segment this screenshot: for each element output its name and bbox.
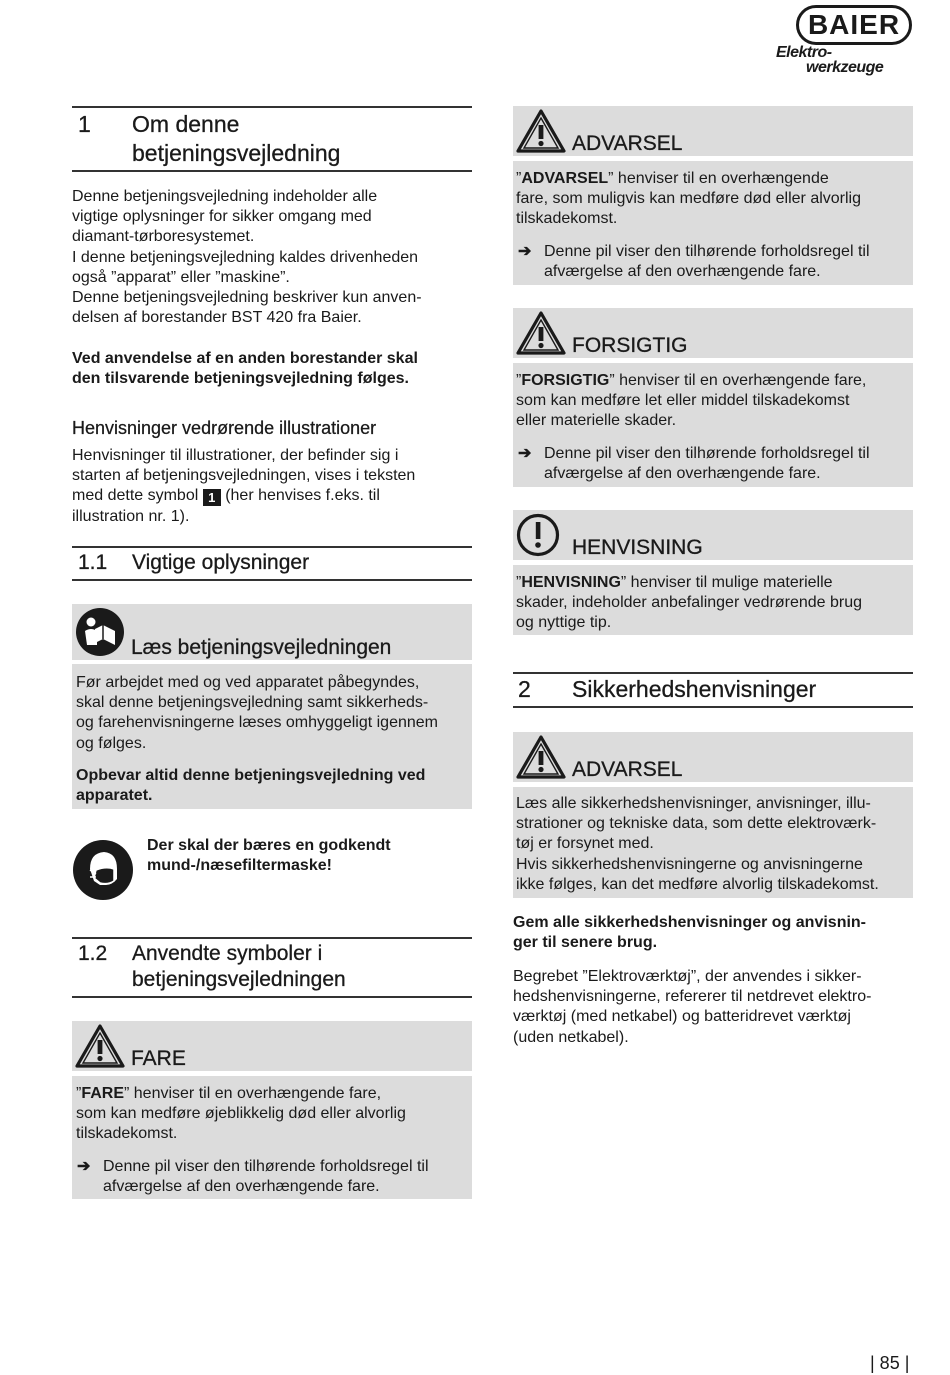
henvisning-text	[516, 573, 862, 634]
intro-line: Denne betjeningsvejledning indeholder alle	[72, 188, 378, 205]
illus-text: med dette symbol	[72, 487, 199, 505]
section-1-1-title: Vigtige oplysninger	[132, 551, 310, 574]
warning-triangle-icon	[516, 735, 566, 779]
mask-icon	[72, 839, 134, 901]
fare-text	[76, 1084, 406, 1145]
forsigtig-title: FORSIGTIG	[572, 334, 688, 357]
fare-line: som kan medføre øjeblikkelig død eller alvorlig	[76, 1105, 406, 1123]
quote: ”	[516, 170, 522, 187]
henvisning-line: skader, indeholder anbefalinger vedrørende brug	[516, 594, 863, 612]
gem-line: ger til senere brug.	[513, 934, 658, 952]
advarsel-text	[516, 169, 861, 230]
advarsel-keyword: ADVARSEL	[521, 170, 609, 187]
section-1-1-number: 1.1	[78, 551, 108, 574]
read-manual-text	[76, 673, 438, 754]
section-rule-top	[72, 546, 472, 548]
advarsel-2-line: ikke følges, kan det medføre alvorlig tilskadekomst.	[516, 875, 879, 893]
begreb-line: Begrebet ”Elektroværktøj”, der anvendes i sikker-	[513, 968, 862, 985]
henvisning-keyword: HENVISNING	[521, 574, 621, 591]
fare-text-part: ” henviser til en overhængende fare,	[124, 1085, 382, 1102]
forsigtig-action-line: afværgelse af den overhængende fare.	[544, 465, 821, 483]
henvisning-text-part: ” henviser til mulige materielle	[620, 574, 833, 591]
fare-action-line: afværgelse af den overhængende fare.	[103, 1178, 380, 1196]
advarsel-title: ADVARSEL	[572, 132, 683, 155]
illus-line	[72, 486, 415, 506]
forsigtig-action-line: Denne pil viser den tilhørende forholdsregel til	[544, 445, 870, 462]
advarsel-2-line: strationer og tekniske data, som dette elektroværk-	[516, 815, 877, 833]
advarsel-2-line: Hvis sikkerhedshenvisningerne og anvisningerne	[516, 855, 863, 873]
advarsel-line: tilskadekomst.	[516, 210, 618, 228]
fare-action	[103, 1157, 429, 1197]
begreb-line: værktøj (med netkabel) og batteridrevet værktøj	[513, 1008, 851, 1026]
warning-triangle-icon	[516, 109, 566, 153]
advarsel-line: fare, som muligvis kan medføre død eller alvorlig	[516, 190, 862, 208]
intro-line: I denne betjeningsvejledning kaldes drivenheden	[72, 248, 419, 266]
section-rule-bottom	[72, 996, 472, 998]
intro-line: også ”apparat” eller ”maskine”.	[72, 268, 290, 286]
section-rule-top	[72, 937, 472, 939]
illustrations-paragraph	[72, 446, 415, 527]
read-line: skal denne betjeningsvejledning samt sikkerheds-	[76, 694, 429, 712]
illustration-symbol: 1	[203, 489, 221, 506]
read-bold-line: apparatet.	[76, 787, 153, 805]
intro-line: diamant-tørboresystemet.	[72, 228, 255, 246]
section-1-2-number: 1.2	[78, 942, 108, 965]
intro-bold-line: den tilsvarende betjeningsvejledning følges.	[72, 370, 409, 388]
section-1-2-title-line1: Anvendte symboler i	[132, 942, 323, 965]
intro-bold-line: Ved anvendelse af en anden borestander skal	[72, 350, 418, 367]
section-rule-bottom	[72, 170, 472, 172]
intro-line: Denne betjeningsvejledning beskriver kun anven-	[72, 289, 422, 307]
logo-wordmark: BAIER	[796, 5, 912, 45]
illus-line: illustration nr. 1).	[72, 507, 190, 525]
quote: ”	[76, 1085, 82, 1102]
fare-action-line: Denne pil viser den tilhørende forholdsregel til	[103, 1158, 429, 1175]
arrow-right-icon: ➔	[518, 243, 532, 260]
forsigtig-line	[516, 371, 866, 391]
forsigtig-text	[516, 371, 866, 432]
section-1-title-line2: betjeningsvejledning	[132, 140, 341, 166]
quote: ”	[516, 574, 522, 591]
advarsel-action-line: Denne pil viser den tilhørende forholdsregel til	[544, 243, 870, 260]
notice-exclamation-icon	[516, 513, 560, 557]
fare-title: FARE	[131, 1047, 186, 1070]
mask-line: Der skal der bæres en godkendt	[147, 837, 391, 854]
illustrations-heading: Henvisninger vedrørende illustrationer	[72, 418, 377, 438]
advarsel-2-text	[516, 794, 879, 895]
advarsel-2-line: tøj er forsynet med.	[516, 835, 654, 853]
fare-line	[76, 1084, 406, 1104]
section-1-number: 1	[78, 111, 91, 137]
quote: ”	[516, 372, 522, 389]
begreb-line: (uden netkabel).	[513, 1028, 629, 1046]
intro-line: vigtige oplysninger for sikker omgang med	[72, 208, 372, 226]
section-2-title: Sikkerhedshenvisninger	[572, 676, 817, 702]
read-manual-title: Læs betjeningsvejledningen	[131, 636, 392, 659]
logo-subline-2: werkzeuge	[806, 59, 884, 76]
section-1-title-line1: Om denne	[132, 111, 240, 137]
logo-subline-1: Elektro-	[776, 44, 832, 61]
page-number: | 85 |	[870, 1353, 910, 1373]
intro-bold-note	[72, 349, 418, 389]
arrow-right-icon: ➔	[77, 1158, 91, 1175]
forsigtig-text-part: ” henviser til en overhængende fare,	[609, 372, 867, 389]
read-line: og farehenvisningerne læses omhyggeligt igennem	[76, 714, 438, 732]
read-manual-icon	[75, 607, 125, 657]
fare-line: tilskadekomst.	[76, 1125, 178, 1143]
advarsel-2-line: Læs alle sikkerhedshenvisninger, anvisninger, illu-	[516, 795, 871, 812]
mask-notice	[147, 836, 391, 876]
section-1-2-title-line2: betjeningsvejledningen	[132, 968, 346, 991]
section-rule-bottom	[513, 706, 913, 708]
read-line: Før arbejdet med og ved apparatet påbegyndes,	[76, 674, 420, 691]
read-manual-bold	[76, 766, 425, 806]
henvisning-line: og nyttige tip.	[516, 614, 612, 632]
advarsel-action	[544, 242, 870, 282]
forsigtig-line: eller materielle skader.	[516, 412, 677, 430]
section-rule-top	[72, 106, 472, 108]
intro-paragraph	[72, 187, 422, 328]
advarsel-2-title: ADVARSEL	[572, 758, 683, 781]
intro-line: delsen af borestander BST 420 fra Baier.	[72, 309, 362, 327]
section-rule-top	[513, 672, 913, 674]
gem-line: Gem alle sikkerhedshenvisninger og anvisnin-	[513, 914, 867, 931]
begreb-line: hedshenvisningerne, refererer til netdrevet elektro-	[513, 988, 872, 1006]
forsigtig-line: som kan medføre let eller middel tilskadekomst	[516, 392, 850, 410]
fare-keyword: FARE	[81, 1085, 124, 1102]
forsigtig-action	[544, 444, 870, 484]
power-tool-definition	[513, 967, 871, 1048]
illus-text: (her henvises f.eks. til	[225, 487, 380, 505]
baier-logo	[776, 3, 914, 77]
read-line: og følges.	[76, 734, 147, 752]
forsigtig-keyword: FORSIGTIG	[521, 372, 610, 389]
arrow-right-icon: ➔	[518, 445, 532, 462]
advarsel-line	[516, 169, 861, 189]
section-rule-bottom	[72, 579, 472, 581]
save-instructions-note	[513, 913, 866, 953]
henvisning-line	[516, 573, 862, 593]
advarsel-action-line: afværgelse af den overhængende fare.	[544, 263, 821, 281]
warning-triangle-icon	[75, 1024, 125, 1068]
section-2-number: 2	[518, 676, 531, 702]
illus-line: starten af betjeningsvejledningen, vises i teksten	[72, 467, 416, 485]
mask-line: mund-/næsefiltermaske!	[147, 857, 332, 875]
illus-line: Henvisninger til illustrationer, der befinder sig i	[72, 447, 399, 464]
warning-triangle-icon	[516, 311, 566, 355]
read-bold-line: Opbevar altid denne betjeningsvejledning ved	[76, 767, 426, 784]
henvisning-title: HENVISNING	[572, 536, 703, 559]
advarsel-text-part: ” henviser til en overhængende	[608, 170, 829, 187]
